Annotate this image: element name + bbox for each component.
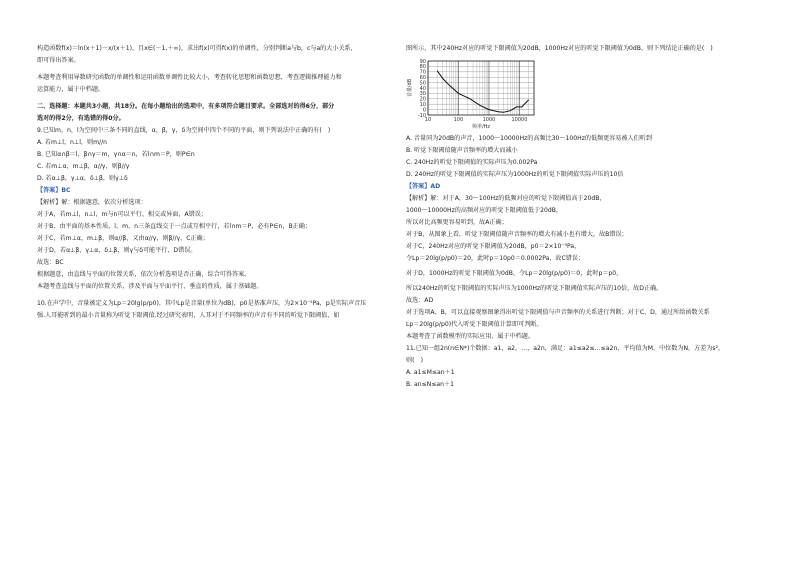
y-tick-labels [418, 59, 426, 119]
question-10-stem-end: 图所示，其中240Hz对应的听觉下限阈值为20dB，1000Hz对应的听觉下限阈值为0dB，则下列结论正确的是( ) [406, 45, 713, 52]
text-line: 根据题意，由直线与平面的位置关系，依次分析选项是否正确，综合可得答案。 [37, 271, 251, 278]
y-tick-label: 0 [422, 107, 426, 114]
text-line: 令Lp＝20lg(p/p0)＝20，此时p＝10p0＝0.0002Pa，故C错误； [406, 255, 585, 262]
text-line: 对于A，若m⊥l，n⊥l，m与n可以平行、相交或异面，A错误； [37, 211, 207, 218]
text-line: 对于选项A、B，可以直接观察图象得出听觉下限阈值与声音频率的关系进行判断；对于C、D，通过所给函数关系 [406, 309, 710, 316]
section-heading-cont: 选对的得2分，有选错的得0分。 [37, 115, 125, 122]
y-tick-label: 90 [419, 58, 426, 65]
answer-label: 【答案】AD [406, 183, 441, 190]
y-tick-label: 30 [419, 91, 426, 98]
text-line: 1000～10000Hz的高频对应的听觉下限阈值低于20dB， [406, 207, 562, 214]
y-tick-label: 20 [419, 96, 426, 103]
x-tick-label: 1000 [482, 117, 496, 123]
text-line: 对于C，240Hz对应的听觉下限阈值为20dB，p0＝2×10⁻⁵Pa， [406, 243, 581, 250]
y-tick-label: 40 [419, 85, 426, 92]
x-tick-label: 100 [453, 117, 464, 123]
text-line: 即可得出答案。 [37, 57, 80, 64]
option-d: D. 若α⊥β，γ⊥α，δ⊥β，则γ⊥δ [37, 175, 128, 182]
y-tick-label: 50 [419, 80, 426, 87]
threshold-chart-svg [406, 57, 566, 131]
text-line: 本题考查了函数模型的实际应用，属于中档题。 [406, 333, 534, 340]
y-tick-label: -10 [417, 112, 426, 119]
text-line: 对于C，若m⊥α，m⊥β，则α//β，又由α//γ，则β//γ，C正确； [37, 235, 209, 242]
left-column [37, 44, 389, 323]
option-b: B. 听觉下限阈值随声音频率的增大而减小 [406, 147, 518, 154]
right-column [406, 44, 762, 392]
y-tick-label: 60 [419, 75, 426, 81]
option-b: B. an≤N≤an＋1 [406, 381, 454, 388]
option-d: D. 240Hz的听觉下限阈值的实际声压为1000Hz的听觉下限阈值实际声压的10倍 [406, 171, 624, 178]
question-11-stem: 11.已知一组2n(n∈N*)个数据：a1，a2，…，a2n，满足：a1≤a2≤…≤a2n，平均值为M，中位数为N，方差为s²， [406, 345, 725, 352]
text-line: 构造函数f(x)＝ln(x＋1)－x/(x＋1)，且x∈(－1,＋∞)，求出f(x)可得f(x)的单调性，分别判断a与b，c与a的大小关系， [37, 45, 357, 52]
text-line: 对于B，从图象上看，听觉下限阈值随声音频率的增大有减小也有增大，故B错误； [406, 231, 628, 238]
text-line: 所以对比高频更容易听到，故A正确； [406, 219, 508, 226]
x-tick-label: 10000 [511, 117, 528, 123]
threshold-curve [437, 71, 528, 113]
text-line: 故选：BC [37, 259, 64, 266]
text-line: 对于D，若α⊥β，γ⊥α，δ⊥β，则γ与δ可能平行，D错误。 [37, 247, 197, 254]
section-heading: 二、选择题：本题共3小题，共18分。在每小题给出的选项中，有多项符合题目要求。全部选对的得6分，部分 [37, 103, 335, 110]
text-line: 所以240Hz的听觉下限阈值的实际声压为1000Hz的听觉下限阈值实际声压的10倍，故D正确。 [406, 285, 663, 292]
y-axis-label: 音量/dB [407, 78, 413, 98]
text-line: 本题考查利用导数研究函数的单调性和运用函数单调性比较大小，考查转化思想和函数思想，考查逻辑推理能力和 [37, 74, 342, 81]
text-line: 运算能力，属于中档题。 [37, 86, 105, 93]
x-axis-label: 频率/Hz [471, 124, 491, 130]
analysis-label: 【解析】解：对于A，30～100Hz的低频对应的听觉下限阈值高于20dB， [406, 195, 606, 202]
question-10-stem: 10.在声学中，音量被定义为Lp＝20lg(p/p0)，其中Lp是音量(单位为dB)，p0是基准声压，为2×10⁻⁵Pa，p是实际声音压 [37, 300, 367, 307]
option-a: A. 若m⊥l，n⊥l，则m//n [37, 139, 108, 146]
question-11-stem-cont: 则( ) [406, 357, 423, 364]
text-line: 对于D，1000Hz的听觉下限阈值为0dB，令Lp＝20lg(p/p0)＝0，此时p＝p0， [406, 270, 623, 277]
text-line: 对于B，由平面的基本性质，l、m、n三条直线交于一点或互相平行，若l∩m＝P，必有P∈n，B正确； [37, 223, 311, 230]
y-tick-label: 10 [419, 102, 426, 108]
question-9-stem: 9.已知m，n，l为空间中三条不同的直线，α，β，γ，δ为空间中四个不同的平面，则下列说法中正确的有( ) [37, 127, 331, 134]
option-c: C. 240Hz的听觉下限阈值的实际声压为0.002Pa [406, 159, 538, 166]
y-tick-label: 80 [419, 64, 426, 71]
option-a: A. a1≤M≤an＋1 [406, 369, 455, 376]
x-tick-label: 10 [424, 117, 432, 123]
y-tick-label: 70 [419, 69, 426, 76]
text-line: 故选：AD [406, 297, 434, 304]
text-line: 本题考查直线与平面的位置关系，涉及平面与平面平行、垂直的性质，属于基础题。 [37, 283, 263, 290]
answer-label: 【答案】BC [37, 187, 71, 194]
option-a: A. 音量同为20dB的声音，1000～10000Hz的高频比30～100Hz的低频更容易被人们听到 [406, 135, 652, 142]
x-tick-labels [425, 117, 528, 123]
option-b: B. 已知α∩β＝l，β∩γ＝m，γ∩α＝n，若l∩m＝P，则P∈n [37, 151, 195, 158]
threshold-graph [406, 57, 762, 131]
analysis-label: 【解析】解：根据题意，依次分析选项： [37, 199, 147, 206]
text-line: Lp＝20lg(p/p0)代入听觉下限阈值计算即可判断。 [406, 321, 543, 328]
question-10-stem-cont: 强.人耳能听到的最小音量称为听觉下限阈值.经过研究表明，人耳对于不同频率的声音有不同的听觉下限阈值，如 [37, 312, 340, 319]
option-c: C. 若m⊥α，m⊥β，α//γ，则β//γ [37, 163, 130, 170]
